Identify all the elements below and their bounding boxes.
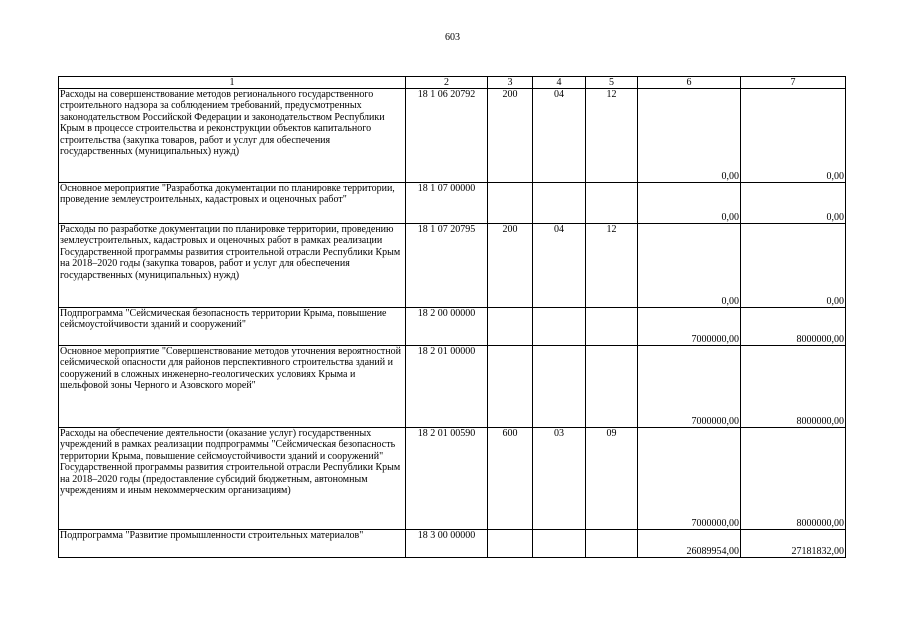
row-col3: [488, 346, 533, 428]
row-col4: [533, 346, 586, 428]
row-col4: 03: [533, 428, 586, 530]
column-header: 6: [638, 77, 741, 89]
row-col5: [586, 530, 638, 558]
row-col5: 09: [586, 428, 638, 530]
row-code: 18 1 07 00000: [406, 183, 488, 224]
table-row: [59, 346, 846, 428]
table-row: [59, 224, 846, 308]
column-header: 7: [741, 77, 846, 89]
row-col4: 04: [533, 224, 586, 308]
column-header: 1: [59, 77, 406, 89]
column-header: 5: [586, 77, 638, 89]
row-col4: [533, 530, 586, 558]
row-code: 18 2 00 00000: [406, 308, 488, 346]
table-row: [59, 530, 846, 558]
row-col3: 600: [488, 428, 533, 530]
row-amount-2: 27181832,00: [741, 530, 846, 558]
table-row: [59, 89, 846, 183]
row-col4: 04: [533, 89, 586, 183]
table-row: [59, 308, 846, 346]
row-amount-1: 0,00: [638, 224, 741, 308]
row-col4: [533, 308, 586, 346]
row-col4: [533, 183, 586, 224]
row-name: Расходы на совершенствование методов регионального государственного строительного надзора за соблюдением требований, предусмотренных законодательством Российской Федерации и законодательством Республики Крым в процессе строительства и реконструкции объектов капитального строительства (закупка товаров, работ и услуг для обеспечения государственных (муниципальных) нужд): [59, 89, 406, 183]
row-name: Расходы по разработке документации по планировке территории, проведению землеустроительных, кадастровых и оценочных работ в рамках реализации Государственной программы развития строительной отрасли Республики Крым на 2018–2020 годы (закупка товаров, работ и услуг для обеспечения государственных (муниципальных) нужд): [59, 224, 406, 308]
row-col3: [488, 183, 533, 224]
row-name: Расходы на обеспечение деятельности (оказание услуг) государственных учреждений в рамках реализации подпрограммы "Сейсмическая безопасность территории Крыма, повышение сейсмоустойчивости зданий и сооружений" Государственной программы развития строительной отрасли Республики Крым на 2018–2020 годы (предоставление субсидий бюджетным, автономным учреждениям и иным некоммерческим организациям): [59, 428, 406, 530]
row-amount-1: 7000000,00: [638, 346, 741, 428]
row-amount-1: 0,00: [638, 183, 741, 224]
row-col5: 12: [586, 224, 638, 308]
column-header: 2: [406, 77, 488, 89]
table-row: [59, 428, 846, 530]
row-code: 18 1 07 20795: [406, 224, 488, 308]
row-amount-1: 26089954,00: [638, 530, 741, 558]
column-header: 4: [533, 77, 586, 89]
row-amount-2: 8000000,00: [741, 308, 846, 346]
page-number: 603: [445, 32, 460, 43]
row-code: 18 2 01 00000: [406, 346, 488, 428]
row-col5: 12: [586, 89, 638, 183]
row-amount-1: 7000000,00: [638, 308, 741, 346]
row-amount-2: 8000000,00: [741, 428, 846, 530]
row-col5: [586, 183, 638, 224]
row-col3: 200: [488, 89, 533, 183]
row-col3: [488, 530, 533, 558]
row-name: Основное мероприятие "Совершенствование методов уточнения вероятностной сейсмической опасности для районов перспективного строительства зданий и сооружений в сложных инженерно-геологических условиях Крыма и шельфовой зоны Черного и Азовского морей": [59, 346, 406, 428]
row-amount-1: 7000000,00: [638, 428, 741, 530]
row-name: Подпрограмма "Развитие промышленности строительных материалов": [59, 530, 406, 558]
table-header-row: [59, 77, 846, 89]
row-col5: [586, 308, 638, 346]
row-col3: [488, 308, 533, 346]
row-code: 18 1 06 20792: [406, 89, 488, 183]
column-header: 3: [488, 77, 533, 89]
row-amount-2: 0,00: [741, 89, 846, 183]
row-col3: 200: [488, 224, 533, 308]
row-name: Основное мероприятие "Разработка документации по планировке территории, проведение землеустроительных, кадастровых и оценочных работ": [59, 183, 406, 224]
budget-table: [58, 76, 846, 558]
row-amount-2: 0,00: [741, 183, 846, 224]
row-name: Подпрограмма "Сейсмическая безопасность территории Крыма, повышение сейсмоустойчивости зданий и сооружений": [59, 308, 406, 346]
row-amount-1: 0,00: [638, 89, 741, 183]
row-code: 18 2 01 00590: [406, 428, 488, 530]
row-amount-2: 8000000,00: [741, 346, 846, 428]
row-code: 18 3 00 00000: [406, 530, 488, 558]
row-amount-2: 0,00: [741, 224, 846, 308]
row-col5: [586, 346, 638, 428]
table-row: [59, 183, 846, 224]
